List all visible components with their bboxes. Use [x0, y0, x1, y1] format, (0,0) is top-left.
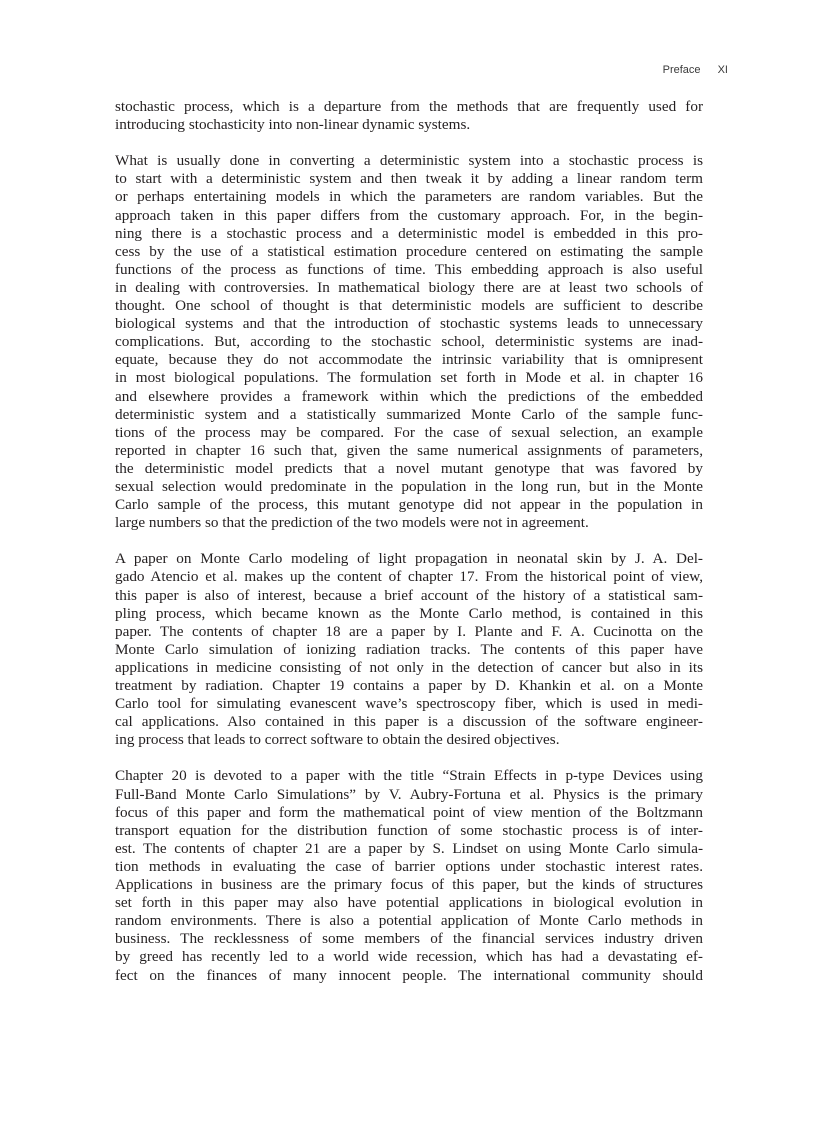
text-line: cess by the use of a statistical estimation procedure centered on estimating the sample [115, 242, 703, 260]
text-line: this paper is also of interest, because a brief account of the history of a statistical sam- [115, 586, 703, 604]
paragraph [115, 98, 703, 134]
text-line: random environments. There is also a potential application of Monte Carlo methods in [115, 912, 703, 930]
paragraph [115, 152, 703, 532]
text-line: to start with a deterministic system and then tweak it by adding a linear random term [115, 170, 703, 188]
section-title: Preface [662, 64, 701, 76]
text-line: Chapter 20 is devoted to a paper with the title “Strain Effects in p-type Devices using [115, 767, 703, 785]
text-line: functions of the process as functions of time. This embedding approach is also useful [115, 260, 703, 278]
text-line: sexual selection would predominate in the population in the long run, but in the Monte [115, 477, 703, 495]
text-line: in dealing with controversies. In mathematical biology there are at least two schools of [115, 278, 703, 296]
text-line: ning there is a stochastic process and a deterministic model is embedded in this pro- [115, 224, 703, 242]
text-line: thought. One school of thought is that deterministic models are sufficient to describe [115, 297, 703, 315]
text-line: ing process that leads to correct software to obtain the desired objectives. [115, 731, 560, 749]
text-line: complications. But, according to the stochastic school, deterministic systems are inad- [115, 333, 703, 351]
text-line: fect on the finances of many innocent people. The international community should [115, 966, 703, 984]
text-line: by greed has recently led to a world wide recession, which has had a devastating ef- [115, 948, 703, 966]
text-line: in most biological populations. The formulation set forth in Mode et al. in chapter 16 [115, 369, 703, 387]
text-line: Carlo sample of the process, this mutant genotype did not appear in the population in [115, 496, 703, 514]
text-line: biological systems and that the introduction of stochastic systems leads to unnecessary [115, 315, 703, 333]
page-body [115, 98, 703, 1003]
running-header [649, 64, 728, 76]
text-line: tion methods in evaluating the case of barrier options under stochastic interest rates. [115, 857, 703, 875]
text-line: paper. The contents of chapter 18 are a paper by I. Plante and F. A. Cucinotta on the [115, 622, 703, 640]
text-line: Applications in business are the primary focus of this paper, but the kinds of structures [115, 876, 703, 894]
text-line: applications in medicine consisting of not only in the detection of cancer but also in its [115, 658, 703, 676]
text-line: cal applications. Also contained in this paper is a discussion of the software engineer- [115, 713, 703, 731]
text-line: tions of the process may be compared. For the case of sexual selection, an example [115, 423, 703, 441]
text-line: deterministic system and a statistically summarized Monte Carlo of the sample func- [115, 405, 703, 423]
text-line: transport equation for the distribution function of some stochastic process is of inter- [115, 821, 703, 839]
text-line: stochastic process, which is a departure from the methods that are frequently used for [115, 98, 703, 115]
paragraph [115, 550, 703, 749]
text-line: Full-Band Monte Carlo Simulations” by V. Aubry-Fortuna et al. Physics is the primary [115, 785, 703, 803]
text-line: What is usually done in converting a deterministic system into a stochastic process is [115, 152, 703, 170]
text-line: treatment by radiation. Chapter 19 contains a paper by D. Khankin et al. on a Monte [115, 677, 703, 694]
text-line: and elsewhere provides a framework within which the predictions of the embedded [115, 387, 703, 405]
text-line: gado Atencio et al. makes up the content of chapter 17. From the historical point of view, [115, 568, 703, 586]
text-line: est. The contents of chapter 21 are a paper by S. Lindset on using Monte Carlo simula- [115, 839, 703, 857]
text-line: introducing stochasticity into non-linear dynamic systems. [115, 116, 471, 134]
text-line: A paper on Monte Carlo modeling of light propagation in neonatal skin by J. A. Del- [115, 550, 703, 568]
text-line: approach taken in this paper differs from the customary approach. For, in the begin- [115, 206, 703, 224]
text-line: pling process, which became known as the Monte Carlo method, is contained in this [115, 604, 703, 622]
text-line: Monte Carlo simulation of ionizing radiation tracks. The contents of this paper have [115, 640, 703, 658]
text-line: business. The recklessness of some members of the financial services industry driven [115, 930, 703, 948]
page-number: XI [717, 64, 728, 76]
text-line: set forth in this paper may also have potential applications in biological evolution in [115, 894, 703, 912]
text-line: focus of this paper and form the mathematical point of view mention of the Boltzmann [115, 803, 703, 821]
text-line: Carlo tool for simulating evanescent wave’s spectroscopy fiber, which is used in medi- [115, 695, 703, 713]
text-line: the deterministic model predicts that a novel mutant genotype that was favored by [115, 459, 703, 477]
text-line: or perhaps entertaining models in which the parameters are random variables. But the [115, 188, 703, 206]
text-line: reported in chapter 16 such that, given the same numerical assignments of parameters, [115, 441, 703, 459]
text-line: equate, because they do not accommodate the intrinsic variability that is omnipresent [115, 351, 703, 369]
text-line: large numbers so that the prediction of the two models were not in agreement. [115, 514, 589, 532]
paragraph [115, 767, 703, 984]
